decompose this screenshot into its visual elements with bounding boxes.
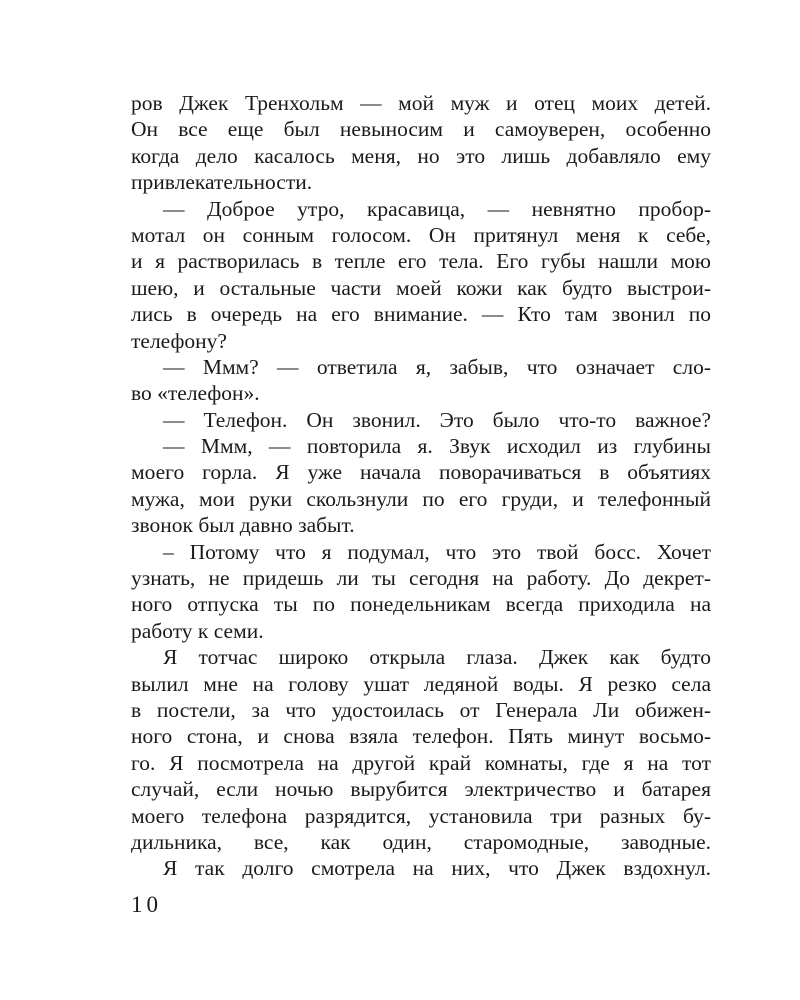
text-line: вылил мне на голову ушат ледяной воды. Я резко села xyxy=(131,671,711,696)
text-line: — Ммм, — повторила я. Звук исходил из глубины xyxy=(163,434,711,459)
text-line: го. Я посмотрела на другой край комнаты, где я на тот xyxy=(131,750,711,775)
text-line: во «телефон». xyxy=(131,381,260,406)
text-line: когда дело касалось меня, но это лишь добавляло ему xyxy=(131,143,711,168)
text-line: телефону? xyxy=(131,328,227,353)
text-line: звонок был давно забыт. xyxy=(131,513,355,538)
text-line: дильника, все, как один, старомодные, заводные. xyxy=(131,829,711,854)
text-line: — Ммм? — ответила я, забыв, что означает сло- xyxy=(163,354,711,379)
text-line: — Телефон. Он звонил. Это было что-то важное? xyxy=(163,407,711,432)
text-line: шею, и остальные части моей кожи как будто выстрои- xyxy=(131,275,711,300)
text-line: привлекательности. xyxy=(131,170,313,195)
text-line: ров Джек Тренхольм — мой муж и отец моих детей. xyxy=(131,91,711,115)
text-line: – Потому что я подумал, что это твой босс. Хочет xyxy=(163,539,711,564)
text-line: узнать, не придешь ли ты сегодня на работу. До декрет- xyxy=(131,566,711,591)
text-line: Я тотчас широко открыла глаза. Джек как будто xyxy=(163,645,711,670)
text-line: Я так долго смотрела на них, что Джек вздохнул. xyxy=(163,856,711,881)
text-line: мужа, мои руки скользнули по его груди, и телефонный xyxy=(131,486,711,511)
text-line: моего телефона разрядится, установила три разных бу- xyxy=(131,803,711,828)
text-line: ного отпуска ты по понедельникам всегда приходила на xyxy=(131,592,711,617)
text-line: Он все еще был невыносим и самоуверен, особенно xyxy=(131,117,711,142)
text-line: случай, если ночью вырубится электричество и батарея xyxy=(131,777,711,802)
text-line: мотал он сонным голосом. Он притянул меня к себе, xyxy=(131,222,711,247)
page-number: 10 xyxy=(131,892,162,917)
text-line: — Доброе утро, красавица, — невнятно пробор- xyxy=(163,196,711,221)
text-line: лись в очередь на его внимание. — Кто там звонил по xyxy=(131,302,711,327)
text-line: в постели, за что удостоилась от Генерала Ли обижен- xyxy=(131,697,711,722)
text-line: и я растворилась в тепле его тела. Его губы нашли мою xyxy=(131,249,711,274)
text-line: ного стона, и снова взяла телефон. Пять минут восьмо- xyxy=(131,724,711,749)
text-line: моего горла. Я уже начала поворачиваться в объятиях xyxy=(131,460,711,485)
book-page-body xyxy=(131,90,711,882)
text-line: работу к семи. xyxy=(131,618,264,643)
